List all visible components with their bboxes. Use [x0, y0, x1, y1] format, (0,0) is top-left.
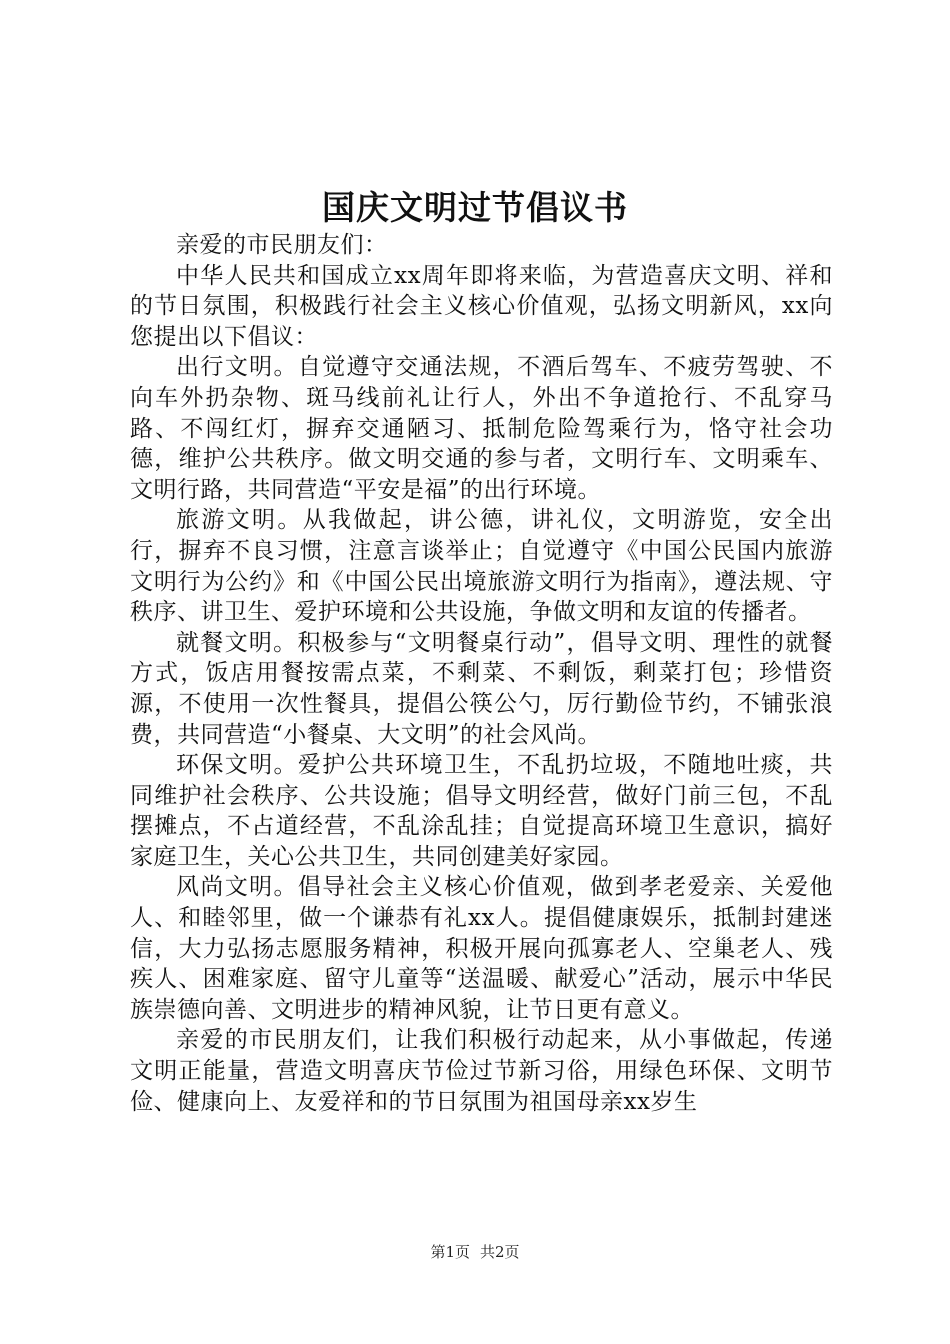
paragraph-social-civility: 风尚文明。倡导社会主义核心价值观，做到孝老爱亲、关爱他人、和睦邻里，做一个谦恭有礼xx人。提倡健康娱乐，抵制封建迷信，大力弘扬志愿服务精神，积极开展向孤寡老人、空巢老人、残疾人、困难家庭、留守儿童等“送温暖、献爱心”活动，展示中华民族崇德向善、文明进步的精神风貌，让节日更有意义。	[130, 874, 833, 1023]
document-body	[130, 230, 833, 1117]
paragraph-closing: 亲爱的市民朋友们，让我们积极行动起来，从小事做起，传递文明正能量，营造文明喜庆节俭过节新习俗，用绿色环保、文明节俭、健康向上、友爱祥和的节日氛围为祖国母亲xx岁生	[130, 1027, 833, 1115]
paragraph-travel-civility: 出行文明。自觉遵守交通法规，不酒后驾车、不疲劳驾驶、不向车外扔杂物、斑马线前礼让行人，外出不争道抢行、不乱穿马路、不闯红灯，摒弃交通陋习、抵制危险驾乘行为，恪守社会功德，维护公共秩序。做文明交通的参与者，文明行车、文明乘车、文明行路，共同营造“平安是福”的出行环境。	[130, 354, 833, 503]
paragraph-intro: 中华人民共和国成立xx周年即将来临，为营造喜庆文明、祥和的节日氛围，积极践行社会主义核心价值观，弘扬文明新风，xx向您提出以下倡议：	[130, 262, 833, 350]
paragraph-environment-civility: 环保文明。爱护公共环境卫生，不乱扔垃圾，不随地吐痰，共同维护社会秩序、公共设施；倡导文明经营，做好门前三包，不乱摆摊点，不占道经营，不乱涂乱挂；自觉提高环境卫生意识，搞好家庭卫生，关心公共卫生，共同创建美好家园。	[130, 752, 833, 870]
paragraph-tourism-civility: 旅游文明。从我做起，讲公德，讲礼仪，文明游览，安全出行，摒弃不良习惯，注意言谈举止；自觉遵守《中国公民国内旅游文明行为公约》和《中国公民出境旅游文明行为指南》，遵法规、守秩序、讲卫生、爱护环境和公共设施，争做文明和友谊的传播者。	[130, 507, 833, 626]
salutation: 亲爱的市民朋友们：	[176, 232, 388, 258]
paragraph-dining-civility: 就餐文明。积极参与“文明餐桌行动”，倡导文明、理性的就餐方式，饭店用餐按需点菜，不剩菜、不剩饭，剩菜打包；珍惜资源，不使用一次性餐具，提倡公筷公勺，厉行勤俭节约，不铺张浪费，共同营造“小餐桌、大文明”的社会风尚。	[130, 629, 833, 748]
page-number: 第1页	[430, 1243, 470, 1261]
page-total: 共2页	[480, 1243, 520, 1261]
document-title: 国庆文明过节倡议书	[322, 188, 628, 227]
page-footer	[0, 1242, 950, 1262]
